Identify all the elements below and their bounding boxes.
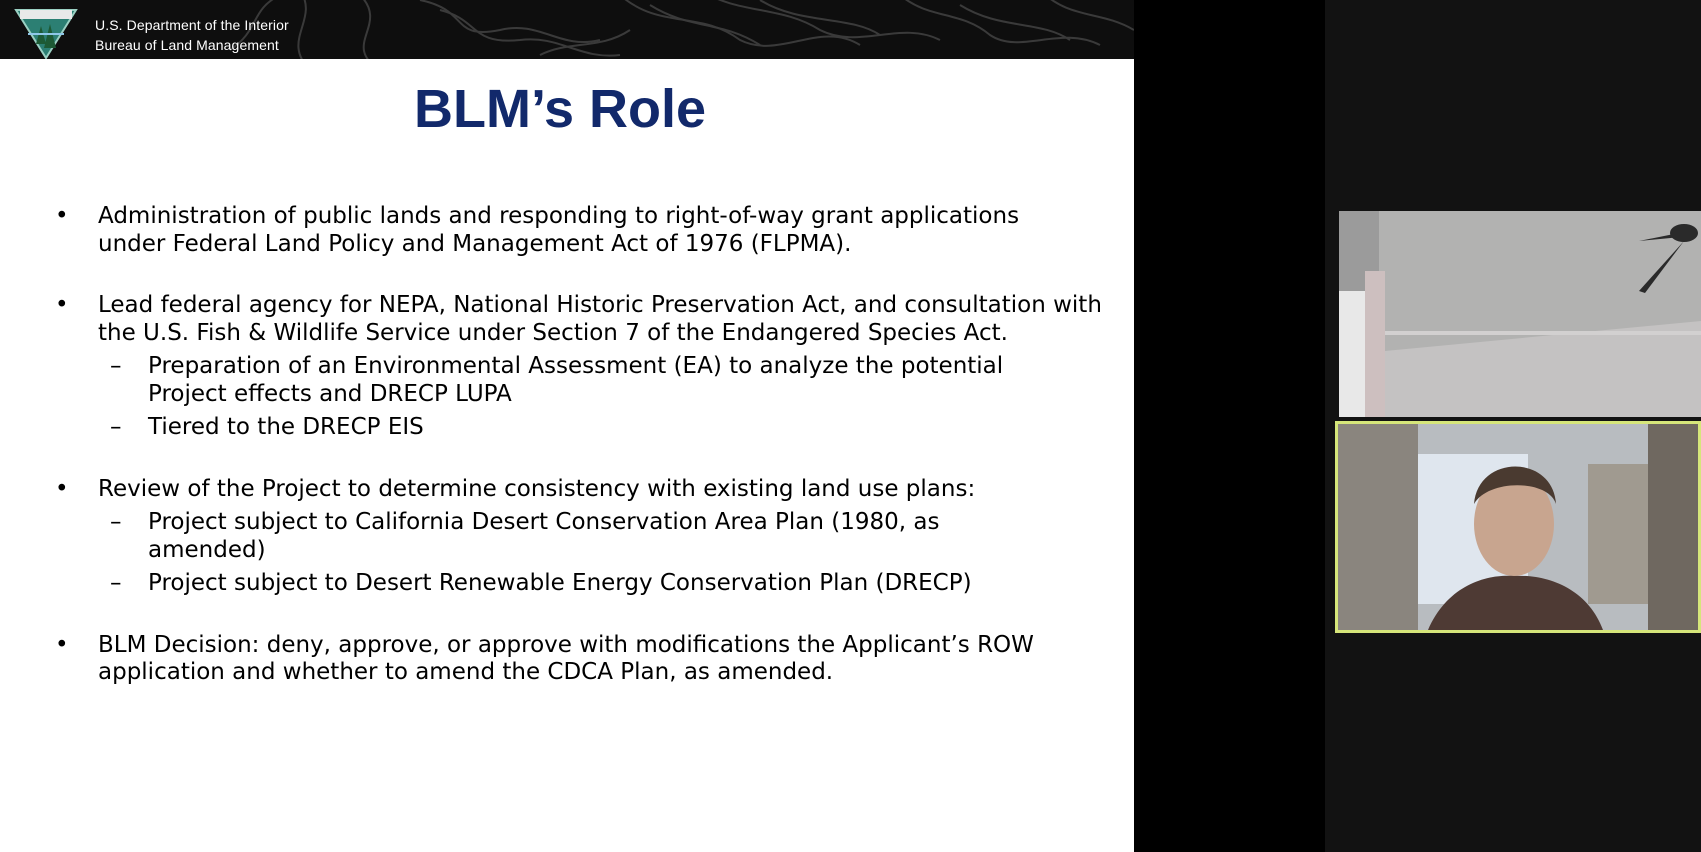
bullet-marker: • [55, 203, 69, 229]
bullet-item [55, 292, 1102, 442]
speaker-video [1338, 424, 1698, 630]
bullet-text: BLM Decision: deny, approve, or approve with modifications the Applicant’s ROW application and whether to amend the CDCA Plan, as amended. [98, 631, 1034, 685]
sub-bullet-text: Tiered to the DRECP EIS [148, 414, 424, 440]
bullet-marker: • [55, 631, 69, 658]
bullet-item [55, 203, 1095, 258]
slide-title: BLM’s Role [413, 79, 707, 139]
room-camera-video [1339, 211, 1701, 417]
bullet-item [55, 476, 1095, 598]
sub-bullet-item [55, 414, 1095, 442]
bullet-text: Review of the Project to determine consistency with existing land use plans: [98, 475, 976, 502]
bullet-marker: • [55, 292, 69, 318]
agency-bureau: Bureau of Land Management [95, 37, 279, 53]
sub-bullet-text: Project subject to Desert Renewable Energy Conservation Plan (DRECP) [148, 570, 972, 596]
sub-bullet-marker: – [110, 509, 122, 535]
agency-department: U.S. Department of the Interior [95, 17, 289, 33]
slide-body [55, 203, 1102, 721]
sub-bullet-item [55, 509, 1095, 564]
bullet-text: Lead federal agency for NEPA, National Historic Preservation Act, and consultation with the U.S. Fish & Wildlife Service under Section 7 of the Endangered Species Act. [98, 292, 1102, 346]
bullet-marker: • [55, 475, 69, 502]
bullet-item [55, 632, 1095, 687]
sub-bullet-text: Project subject to California Desert Conservation Area Plan (1980, as amended) [148, 509, 940, 563]
sub-bullet-marker: – [110, 570, 122, 596]
sub-bullet-item [55, 570, 1095, 598]
sub-bullet-marker: – [110, 414, 122, 440]
sub-bullet-item [55, 353, 1095, 408]
bullet-text: Administration of public lands and responding to right-of-way grant applications under Federal Land Policy and Management Act of 1976 (FLPMA). [98, 203, 1020, 257]
video-tile-speaker[interactable] [1335, 421, 1701, 633]
sub-bullet-text: Preparation of an Environmental Assessment (EA) to analyze the potential Project effects and DRECP LUPA [148, 353, 1004, 407]
blm-shield-icon [14, 4, 78, 59]
slide-banner [0, 0, 1134, 59]
sub-bullet-marker: – [110, 353, 122, 379]
agency-name [95, 15, 289, 55]
video-tile-room[interactable] [1339, 211, 1701, 417]
